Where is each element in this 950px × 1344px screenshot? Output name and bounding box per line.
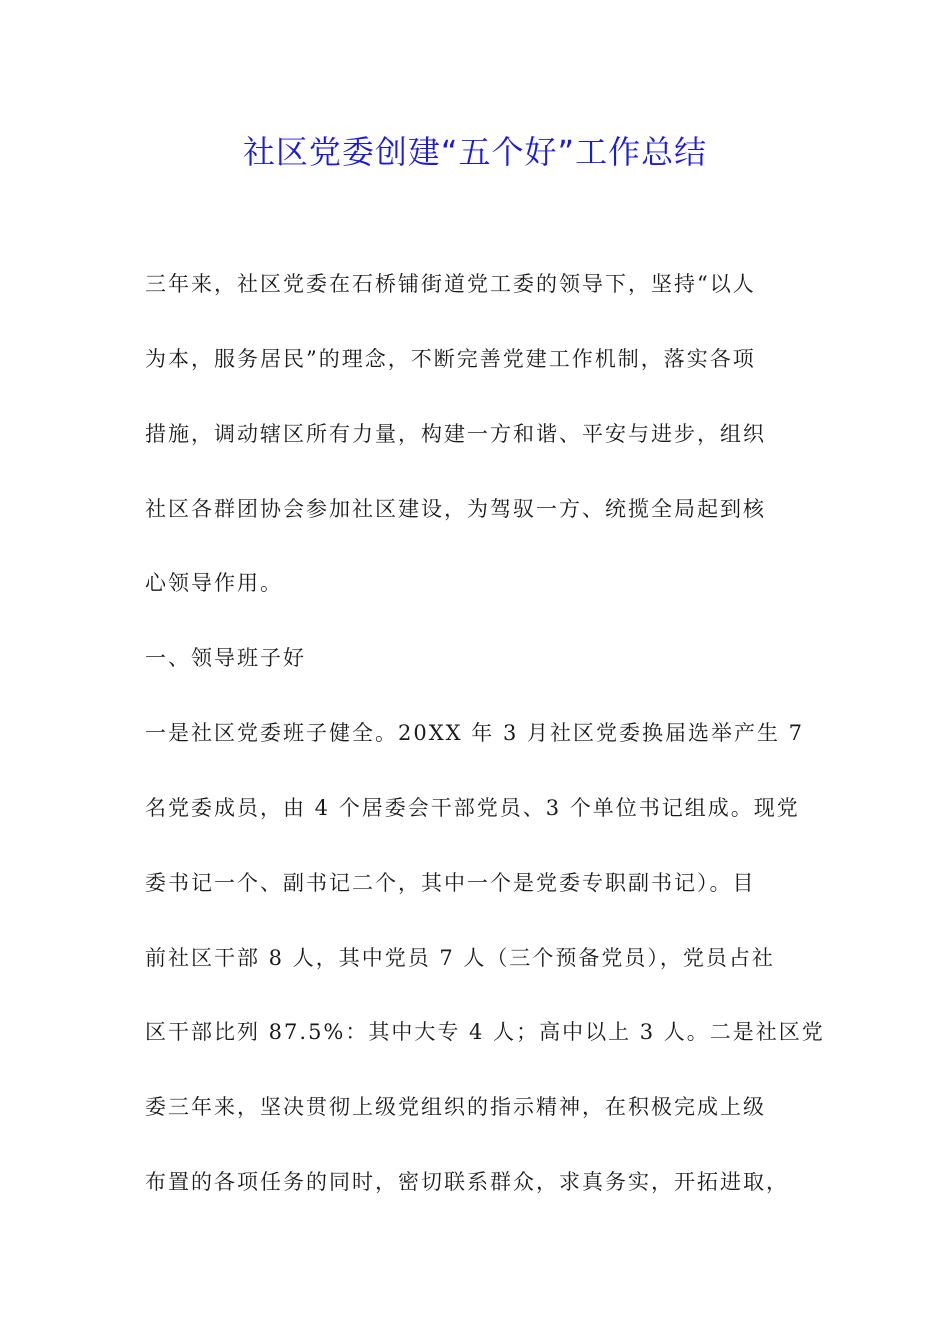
paragraph-line: 前社区干部 8 人，其中党员 7 人（三个预备党员），党员占社 xyxy=(145,946,775,970)
paragraph-line: 区干部比列 87.5%：其中大专 4 人；高中以上 3 人。二是社区党 xyxy=(145,1020,825,1044)
paragraph-line: 心领导作用。 xyxy=(145,571,283,595)
paragraph-line: 措施，调动辖区所有力量，构建一方和谐、平安与进步，组织 xyxy=(145,422,766,446)
paragraph-line: 三年来，社区党委在石桥铺街道党工委的领导下，坚持“以人 xyxy=(145,272,756,296)
paragraph-line: 社区各群团协会参加社区建设，为驾驭一方、统揽全局起到核 xyxy=(145,497,766,521)
document-title: 社区党委创建“五个好”工作总结 xyxy=(242,133,708,171)
section-heading: 一、领导班子好 xyxy=(145,646,306,670)
paragraph-line: 委书记一个、副书记二个，其中一个是党委专职副书记）。目 xyxy=(145,871,756,895)
paragraph-line: 为本，服务居民”的理念，不断完善党建工作机制，落实各项 xyxy=(145,347,756,371)
paragraph-line: 一是社区党委班子健全。20XX 年 3 月社区党委换届选举产生 7 xyxy=(145,721,805,745)
paragraph-line: 委三年来，坚决贯彻上级党组织的指示精神，在积极完成上级 xyxy=(145,1095,766,1119)
paragraph-line: 名党委成员，由 4 个居委会干部党员、3 个单位书记组成。现党 xyxy=(145,796,800,820)
paragraph-line: 布置的各项任务的同时，密切联系群众，求真务实，开拓进取， xyxy=(145,1170,789,1194)
